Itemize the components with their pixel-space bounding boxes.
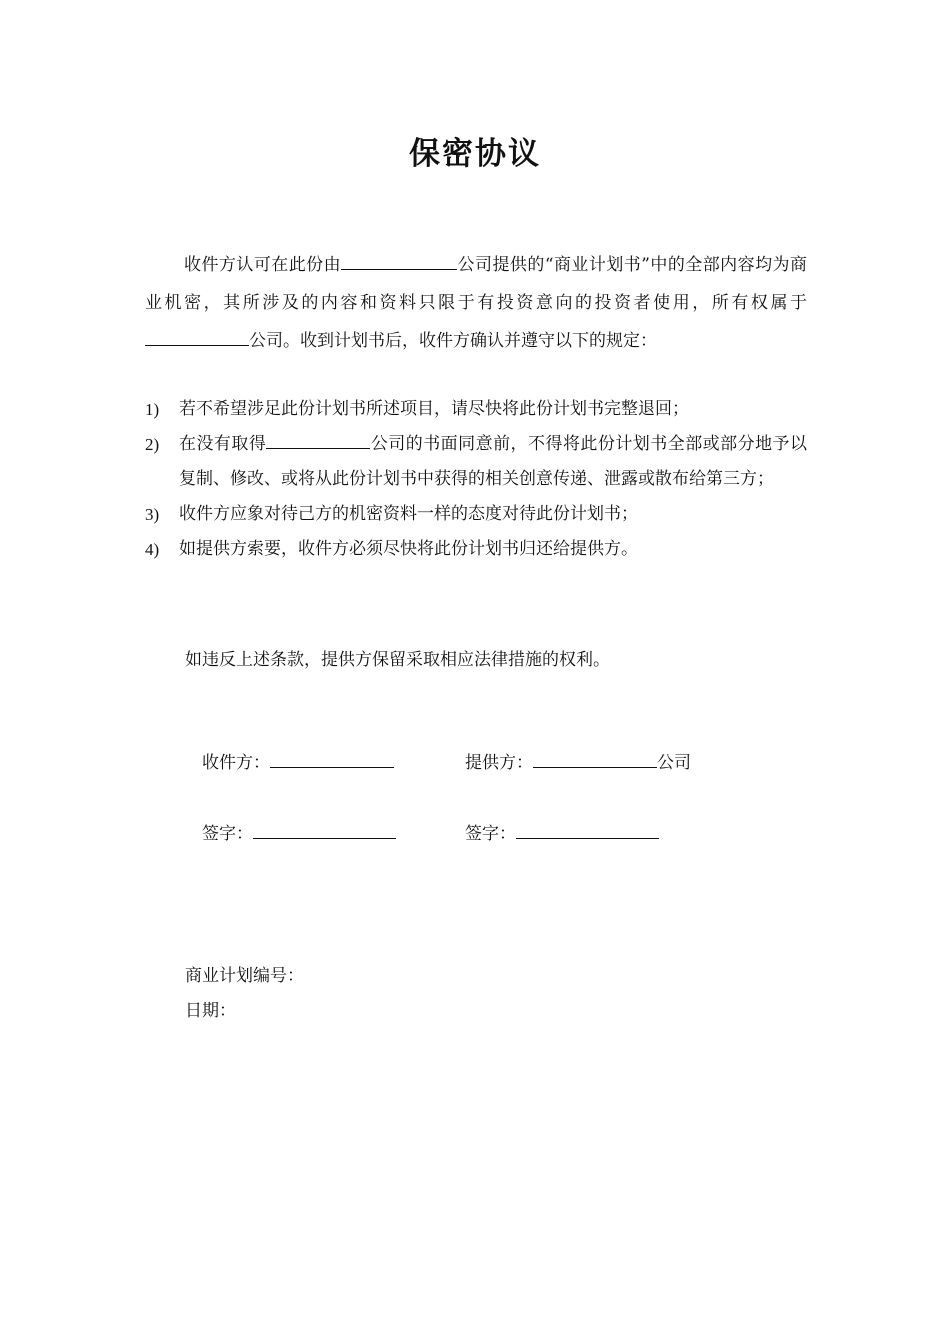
plan-number-label: 商业计划编号： xyxy=(185,966,304,986)
provider-suffix: 公司 xyxy=(657,753,691,773)
document-title: 保密协议 xyxy=(409,136,541,172)
list-item-number: 3) xyxy=(145,505,160,524)
consent-company-blank[interactable] xyxy=(266,429,370,449)
recipient-label: 收件方： xyxy=(202,753,270,773)
company-name-blank[interactable] xyxy=(341,250,457,270)
signature-label-left: 签字： xyxy=(202,824,253,844)
list-item-text-b: 公司的书面同意前，不得将此份计划书全部或部分地予以复制、修改、或将从此份计划书中获得的相关创意传递、泄露或散布给第三方； xyxy=(179,434,808,489)
list-item xyxy=(145,532,807,567)
rules-list xyxy=(145,392,807,567)
provider-signature-field xyxy=(465,819,659,849)
list-item xyxy=(145,392,807,427)
owner-company-blank[interactable] xyxy=(145,326,249,346)
date-label: 日期： xyxy=(185,1001,236,1021)
list-item-text: 若不希望涉足此份计划书所述项目，请尽快将此份计划书完整退回； xyxy=(179,399,689,419)
provider-field xyxy=(465,748,691,778)
recipient-signature-blank[interactable] xyxy=(253,819,396,839)
recipient-blank[interactable] xyxy=(270,748,394,768)
provider-signature-blank[interactable] xyxy=(516,819,659,839)
intro-part-1: 收件方认可在此份由 xyxy=(184,255,342,275)
list-item-text: 收件方应象对待己方的机密资料一样的态度对待此份计划书； xyxy=(179,504,638,524)
intro-paragraph xyxy=(145,246,807,360)
list-item-text: 如提供方索要，收件方必须尽快将此份计划书归还给提供方。 xyxy=(179,539,638,559)
list-item-number: 4) xyxy=(145,540,160,559)
list-item xyxy=(145,497,807,532)
intro-part-3: 公司。收到计划书后，收件方确认并遵守以下的规定： xyxy=(249,331,657,351)
recipient-field xyxy=(202,748,394,778)
provider-blank[interactable] xyxy=(533,748,657,768)
intro-part-2: 公司提供的“商业计划书”中的全部内容均为商业机密，其所涉及的内容和资料只限于有投资意向的投资者使用，所有权属于 xyxy=(145,255,808,313)
list-item-text-a: 在没有取得 xyxy=(179,434,267,454)
list-item-number: 1) xyxy=(145,400,160,419)
signature-label-right: 签字： xyxy=(465,824,516,844)
recipient-signature-field xyxy=(202,819,396,849)
provider-label: 提供方： xyxy=(465,753,533,773)
list-item xyxy=(145,427,807,497)
violation-note: 如违反上述条款，提供方保留采取相应法律措施的权利。 xyxy=(185,650,610,670)
list-item-number: 2) xyxy=(145,435,160,454)
